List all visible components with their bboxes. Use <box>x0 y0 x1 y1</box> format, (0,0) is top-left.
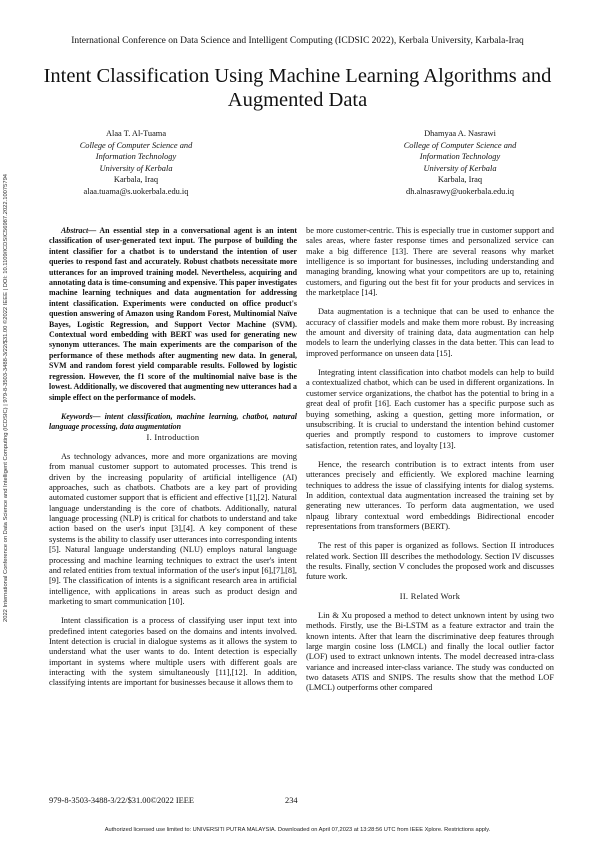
side-identifier: 2022 International Conference on Data Science and Intelligent Computing (ICDSIC) | 979-8-3503-3488-3/22/$31.00 ©2022 IEEE | DOI: 10.1109/ICDSIC56987.2022.10075794 <box>3 173 9 622</box>
author-name: Alaa T. Al-Tuama <box>105 129 167 138</box>
author-block-1 <box>36 128 236 197</box>
author-email[interactable]: dh.alnasrawy@uokerbala.edu.iq <box>406 186 514 196</box>
left-column <box>49 226 297 689</box>
author-name: Dhamyaa A. Nasrawi <box>424 129 496 138</box>
author-university: University of Kerbala <box>99 163 173 173</box>
body-paragraph: As technology advances, more and more organizations are moving from manual customer support to automated processes. This trend is driven by the increasing popularity of artificial intelligence (AI) approaches, such as chatbots. Chatbots are a key part of providing automated customer support that is efficient and effective [1],[2]. Natural language understanding is the core of chatbots. Additionally, natural language processing (NLP) is critical for chatbots to understand and take action based on the user's input [3],[4]. A key component of these systems is the ability to classify user utterances into corresponding intents [5]. Natural language understanding (NLU) employs natural language processing and machine learning techniques to extract the user's intent and related entities from textual information of the user's input [6],[7],[8],[9]. The classification of intents is a significant research area in artificial intelligence, with applications in areas such as product design and marketing to smart communication [10]. <box>49 452 297 606</box>
license-line: Authorized licensed use limited to: UNIVERSITI PUTRA MALAYSIA. Downloaded on April 07,2023 at 13:28:56 UTC from IEEE Xplore. Restrictions apply. <box>104 827 491 833</box>
section-heading-introduction: I. Introduction <box>146 432 200 442</box>
author-affiliation: Information Technology <box>419 152 501 161</box>
author-affiliation: College of Computer Science and <box>403 140 517 150</box>
author-email[interactable]: alaa.tuama@s.uokerbala.edu.iq <box>83 186 189 196</box>
abstract-lead: Abstract <box>61 226 89 235</box>
right-column <box>306 226 554 694</box>
author-university: University of Kerbala <box>423 163 497 173</box>
conference-header: International Conference on Data Science and Intelligent Computing (ICDSIC 2022), Kerbala University, Karbala-Iraq <box>71 36 524 46</box>
author-city: Karbala, Iraq <box>113 175 159 184</box>
abstract <box>49 226 297 403</box>
section-heading-related-work: II. Related Work <box>399 591 461 601</box>
body-paragraph: Data augmentation is a technique that can be used to enhance the accuracy of classifier models and make them more robust. By increasing the amount and diversity of training data, data augmentation can help models to learn the underlying classes in the data better. This can lead to improved performance on unseen data [15]. <box>306 307 554 358</box>
body-paragraph: be more customer-centric. This is especially true in customer support and sales areas, where faster response times and personalized service can make a big difference [13]. There are several reasons why market intelligence is so important for businesses, including understanding and managing branding, knowing what your competitors are up to, retaining customers, and figuring out the best fit for your products and services in the marketplace [14]. <box>306 226 554 298</box>
body-paragraph: Integrating intent classification into chatbot models can help to build a contextualized chatbot, which can be used in different organizations. In customer service organizations, the chatbot has the potential to bring in a great deal of profit [16]. Each customer has a specific purpose such as buying something, asking a question, getting more information, or unsubscribing. It is crucial to understand the intention behind customer queries and promptly respond to customers to improve customer satisfaction, retention rates, and loyalty [13]. <box>306 368 554 450</box>
author-affiliation: Information Technology <box>95 152 177 161</box>
author-affiliation: College of Computer Science and <box>79 140 193 150</box>
body-paragraph: Intent classification is a process of classifying user input text into predefined intent categories based on the domains and intents involved. Intent detection is crucial in dialogue systems as it allows the system to understand what the user wants to do. Intent detection is especially important in systems where multiple users with different goals are interacting with the system simultaneously [11],[12]. In addition, classifying intents are important for businesses because it allows them to <box>49 616 297 688</box>
footer-isbn: 979-8-3503-3488-3/22/$31.00©2022 IEEE <box>49 796 194 805</box>
page-number: 234 <box>285 796 298 805</box>
author-block-2 <box>360 128 560 197</box>
body-paragraph: The rest of this paper is organized as follows. Section II introduces related work. Section III describes the methodology. Section IV discusses the results. Finally, section V concludes the proposed work and discusses future work. <box>306 541 554 582</box>
body-paragraph: Lin & Xu proposed a method to detect unknown intent by using two methods. Firstly, use the Bi-LSTM as a feature extractor and train the known intents. After that learn the discriminative deep features through large margin cosine loss (LMCL) and finally the local outlier factor (LOF) used to extract unknown intents. The model decreased intra-class variance and increased inter-class variance. The study was conducted on two datasets ATIS and SNIPS. The results show that the method LOF (LMCL) outperforms other compared <box>306 611 554 693</box>
body-paragraph: Hence, the research contribution is to extract intents from user utterances precisely and efficiently. We explored machine learning techniques to address the issue of classifying intents for dialog systems. In addition, contextual data augmentation increased the training set by generating new utterances. To perform data augmentation, we used nlpaug library contextual word embeddings Bidirectional encoder representations from transformers (BERT). <box>306 459 554 531</box>
keywords: Keywords— intent classification, machine learning, chatbot, natural language processing, data augmentation <box>49 411 297 432</box>
abstract-text: — An essential step in a conversational agent is an intent classification of user-generated text input. The purpose of building the intent classifier for a chatbot is to understand the intention of user queries to respond fast and accurately. Robust chatbots necessitate more utterances for an improved training model. Nevertheless, acquiring and annotating data is time-consuming and expensive. This paper investigates machine learning techniques and data augmentation for addressing intent classification. Experiments were conducted on office product's question answering of Amazon using Random Forest, Multinomial Naïve Bayes, Logistic Regression, and Support Vector Machine (SVM). Contextual word embedding with BERT was used for generating new synonym utterances. The main experiments are the comparison of the performance of these methods after augmenting new data. In general, SVM and random forest yield comparable results. Followed by logistic regression. However, the f1 score of the multinomial naïve base is the lowest. Additionally, we discovered that augmenting new utterances had a simple effect on the performance of models. <box>49 226 297 402</box>
paper-title: Intent Classification Using Machine Learning Algorithms and Augmented Data <box>43 65 552 111</box>
author-city: Karbala, Iraq <box>437 175 483 184</box>
